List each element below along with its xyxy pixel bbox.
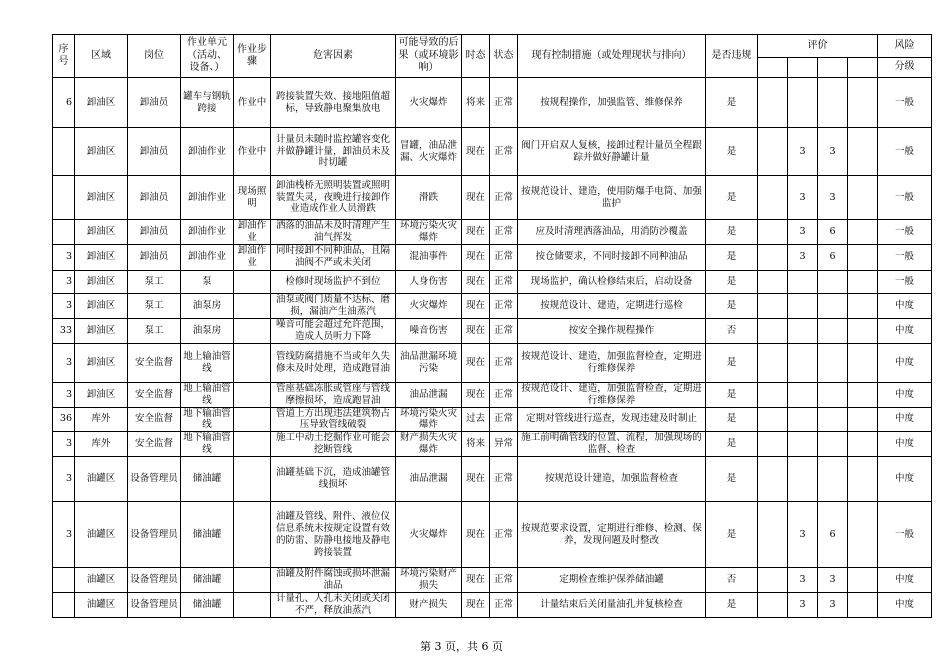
cell-hazard: 跨接装置失效、接地阻值超标，导致静电聚集放电 [271,78,396,128]
cell-post: 设备管理员 [128,568,181,593]
cell-eval-2: 3 [788,568,818,593]
cell-unit: 罐车与钢轨跨接 [181,78,234,128]
cell-no: 3 [53,270,75,293]
cell-eval-1 [758,502,788,568]
cell-eval-1 [758,382,788,407]
cell-unit: 地下输油管线 [181,432,234,457]
cell-eval-1 [758,270,788,293]
cell-level: 中度 [878,432,932,457]
cell-hazard: 检修时现场监护不到位 [271,270,396,293]
cell-measure: 应及时清理洒落油品，用消防沙覆盖 [518,220,706,245]
cell-eval-4 [848,318,878,343]
cell-eval-1 [758,220,788,245]
cell-state: 正常 [490,568,518,593]
cell-measure: 按规范设计、建造，加强监督检查，定期进行维修保养 [518,343,706,382]
cell-post: 设备管理员 [128,457,181,502]
cell-area: 库外 [75,432,128,457]
cell-violate: 是 [706,244,758,270]
cell-tense: 现在 [462,343,490,382]
cell-result: 滑跌 [396,176,462,220]
cell-tense: 现在 [462,568,490,593]
cell-result: 环境污染财产损失 [396,568,462,593]
cell-eval-2 [788,407,818,432]
cell-tense: 现在 [462,220,490,245]
cell-no [53,176,75,220]
cell-level: 一般 [878,176,932,220]
cell-hazard: 管道上方出现违法建筑物占压导致管线破裂 [271,407,396,432]
cell-no: 3 [53,293,75,318]
cell-result: 火灾爆炸 [396,293,462,318]
cell-area: 卸油区 [75,270,128,293]
cell-unit: 储油罐 [181,457,234,502]
cell-eval-3: 3 [818,593,848,618]
cell-result: 环境污染火灾爆炸 [396,220,462,245]
cell-area: 卸油区 [75,382,128,407]
cell-violate: 是 [706,407,758,432]
cell-area: 卸油区 [75,78,128,128]
table-row [53,593,932,618]
cell-eval-3: 6 [818,244,848,270]
cell-eval-3 [818,343,848,382]
cell-tense: 现在 [462,318,490,343]
cell-step [234,568,271,593]
cell-eval-4 [848,593,878,618]
cell-measure: 计量结束后关闭量油孔并复核检查 [518,593,706,618]
cell-eval-3 [818,432,848,457]
cell-eval-3: 3 [818,128,848,176]
cell-unit: 地下输油管线 [181,407,234,432]
table-row [53,568,932,593]
cell-violate: 是 [706,457,758,502]
cell-post: 设备管理员 [128,593,181,618]
header-row-1 [53,35,932,58]
cell-violate: 否 [706,568,758,593]
cell-eval-1 [758,318,788,343]
cell-violate: 是 [706,593,758,618]
table-row [53,457,932,502]
cell-eval-2 [788,293,818,318]
cell-hazard: 油泵或阀门质量不达标、磨损，漏油产生油蒸汽 [271,293,396,318]
cell-tense: 现在 [462,128,490,176]
col-header-eval: 评价 [758,35,878,58]
cell-post: 泵工 [128,318,181,343]
cell-eval-2 [788,270,818,293]
cell-state: 正常 [490,270,518,293]
cell-result: 混油事件 [396,244,462,270]
cell-area: 卸油区 [75,220,128,245]
cell-post: 设备管理员 [128,502,181,568]
cell-measure: 定期检查维护保养储油罐 [518,568,706,593]
cell-unit: 地上输油管线 [181,343,234,382]
cell-post: 安全监督 [128,407,181,432]
cell-tense: 现在 [462,502,490,568]
cell-violate: 是 [706,432,758,457]
cell-area: 卸油区 [75,318,128,343]
cell-eval-3 [818,78,848,128]
cell-step [234,343,271,382]
cell-eval-1 [758,432,788,457]
table-row [53,78,932,128]
cell-state: 正常 [490,593,518,618]
cell-measure: 按规范设计、建造，加强监督检查，定期进行维修保养 [518,382,706,407]
cell-no [53,128,75,176]
cell-no: 3 [53,502,75,568]
cell-eval-4 [848,176,878,220]
col-header-result: 可能导致的后果（或环境影响） [396,35,462,78]
page-indicator: 第 3 页，共 6 页 [420,640,503,653]
col-header-state: 状态 [490,35,518,78]
cell-post: 卸油员 [128,128,181,176]
cell-unit: 卸油作业 [181,244,234,270]
cell-post: 安全监督 [128,432,181,457]
cell-eval-1 [758,244,788,270]
cell-result: 火灾爆炸 [396,502,462,568]
table-row [53,343,932,382]
col-header-measure: 现有控制措施（或处理现状与排向） [518,35,706,78]
cell-level: 中度 [878,343,932,382]
cell-post: 卸油员 [128,244,181,270]
cell-hazard: 油罐及附件腐蚀或损坏泄漏油品 [271,568,396,593]
cell-level: 一般 [878,244,932,270]
cell-unit: 储油罐 [181,593,234,618]
cell-eval-3: 6 [818,502,848,568]
cell-tense: 过去 [462,407,490,432]
cell-hazard: 油罐基础下沉，造成油罐管线损坏 [271,457,396,502]
cell-post: 安全监督 [128,343,181,382]
cell-eval-3: 3 [818,568,848,593]
cell-eval-4 [848,343,878,382]
cell-level: 中度 [878,568,932,593]
cell-no: 6 [53,78,75,128]
cell-result: 油品泄漏 [396,382,462,407]
cell-unit: 卸油作业 [181,220,234,245]
cell-post: 卸油员 [128,220,181,245]
col-header-level: 分级 [878,58,932,78]
cell-state: 正常 [490,128,518,176]
cell-no [53,593,75,618]
cell-area: 卸油区 [75,244,128,270]
cell-eval-2: 3 [788,244,818,270]
cell-hazard: 洒落的油品未及时清理产生油气挥发 [271,220,396,245]
cell-hazard: 施工中动土挖掘作业可能会挖断管线 [271,432,396,457]
cell-area: 卸油区 [75,176,128,220]
cell-step [234,593,271,618]
col-header-risk: 风险 [878,35,932,58]
cell-level: 一般 [878,220,932,245]
cell-post: 安全监督 [128,382,181,407]
table-body [53,78,932,618]
table-row [53,432,932,457]
cell-measure: 现场监护，确认检修结束后，启动设备 [518,270,706,293]
cell-eval-1 [758,407,788,432]
cell-result: 油品泄漏环境污染 [396,343,462,382]
col-header-hazard: 危害因素 [271,35,396,78]
cell-no: 3 [53,432,75,457]
cell-tense: 现在 [462,457,490,502]
table-row [53,244,932,270]
cell-tense: 将来 [462,432,490,457]
cell-level: 中度 [878,382,932,407]
cell-no: 36 [53,407,75,432]
cell-unit: 油泵房 [181,318,234,343]
cell-eval-2: 3 [788,502,818,568]
cell-tense: 现在 [462,270,490,293]
cell-state: 异常 [490,432,518,457]
cell-eval-3 [818,270,848,293]
cell-violate: 是 [706,176,758,220]
cell-state: 正常 [490,244,518,270]
cell-measure: 定期对管线进行巡查，发现违建及时制止 [518,407,706,432]
cell-post: 卸油员 [128,176,181,220]
cell-violate: 是 [706,382,758,407]
cell-step: 作业中 [234,78,271,128]
cell-tense: 现在 [462,593,490,618]
cell-measure: 施工前明确管线的位置、流程，加强现场的监督、检查 [518,432,706,457]
cell-eval-4 [848,432,878,457]
table-row [53,318,932,343]
table-row [53,293,932,318]
cell-eval-1 [758,128,788,176]
cell-step [234,293,271,318]
cell-hazard: 同时接卸不同种油品，且隔油阀不严或未关闭 [271,244,396,270]
col-header-area: 区域 [75,35,128,78]
cell-no: 3 [53,343,75,382]
eval-subcell [818,58,848,78]
cell-state: 正常 [490,318,518,343]
cell-violate: 是 [706,293,758,318]
cell-tense: 现在 [462,176,490,220]
cell-unit: 卸油作业 [181,176,234,220]
cell-no [53,568,75,593]
cell-no [53,220,75,245]
cell-eval-3: 3 [818,176,848,220]
cell-violate: 是 [706,502,758,568]
cell-level: 一般 [878,128,932,176]
cell-eval-2: 3 [788,593,818,618]
cell-eval-4 [848,293,878,318]
cell-area: 油罐区 [75,457,128,502]
cell-eval-1 [758,593,788,618]
cell-area: 油罐区 [75,593,128,618]
cell-eval-1 [758,176,788,220]
cell-eval-2 [788,343,818,382]
cell-eval-1 [758,293,788,318]
cell-eval-2: 3 [788,176,818,220]
cell-state: 正常 [490,78,518,128]
cell-area: 油罐区 [75,568,128,593]
cell-no: 3 [53,382,75,407]
cell-tense: 现在 [462,382,490,407]
cell-eval-4 [848,502,878,568]
risk-assessment-sheet [52,34,932,618]
cell-measure: 按规范设计、建造，使用防爆手电筒、加强监护 [518,176,706,220]
table-row [53,407,932,432]
cell-state: 正常 [490,293,518,318]
cell-post: 卸油员 [128,78,181,128]
cell-eval-2 [788,78,818,128]
cell-post: 泵工 [128,293,181,318]
cell-result: 财产损失火灾爆炸 [396,432,462,457]
cell-measure: 按仓储要求，不同时接卸不同种油品 [518,244,706,270]
cell-result: 冒罐，油品泄漏、火灾爆炸 [396,128,462,176]
cell-eval-3 [818,382,848,407]
table-row [53,270,932,293]
cell-unit: 储油罐 [181,502,234,568]
cell-hazard: 噪音可能会超过允许范围，造成人员听力下降 [271,318,396,343]
table-row [53,382,932,407]
cell-eval-4 [848,244,878,270]
cell-level: 中度 [878,293,932,318]
cell-eval-4 [848,78,878,128]
cell-state: 正常 [490,407,518,432]
cell-area: 卸油区 [75,293,128,318]
cell-area: 油罐区 [75,502,128,568]
cell-step: 现场照明 [234,176,271,220]
cell-no: 3 [53,244,75,270]
cell-step [234,432,271,457]
cell-level: 一般 [878,270,932,293]
cell-eval-4 [848,568,878,593]
cell-state: 正常 [490,220,518,245]
table-row [53,220,932,245]
cell-eval-2 [788,457,818,502]
cell-measure: 阀门开启双人复核，接卸过程计量员全程跟踪并做好静罐计量 [518,128,706,176]
cell-eval-4 [848,382,878,407]
cell-eval-3 [818,318,848,343]
cell-result: 油品泄漏 [396,457,462,502]
cell-eval-1 [758,78,788,128]
col-header-post: 岗位 [128,35,181,78]
cell-unit: 储油罐 [181,568,234,593]
cell-eval-2 [788,382,818,407]
cell-result: 火灾爆炸 [396,78,462,128]
cell-area: 卸油区 [75,343,128,382]
cell-level: 中度 [878,457,932,502]
eval-subcell [848,58,878,78]
cell-unit: 卸油作业 [181,128,234,176]
cell-state: 正常 [490,343,518,382]
cell-step [234,318,271,343]
cell-measure: 按安全操作规程操作 [518,318,706,343]
cell-area: 卸油区 [75,128,128,176]
cell-post: 泵工 [128,270,181,293]
cell-step: 作业中 [234,128,271,176]
col-header-violate: 是否违规 [706,35,758,78]
cell-eval-4 [848,457,878,502]
cell-hazard: 管座基础冻胀或管座与管线摩擦损坏，造成跑冒油 [271,382,396,407]
cell-violate: 是 [706,128,758,176]
cell-unit: 地上输油管线 [181,382,234,407]
cell-tense: 将来 [462,78,490,128]
cell-eval-3 [818,293,848,318]
cell-level: 中度 [878,593,932,618]
table-row [53,176,932,220]
cell-level: 一般 [878,502,932,568]
cell-no: 3 [53,457,75,502]
cell-eval-1 [758,457,788,502]
cell-eval-3: 6 [818,220,848,245]
cell-eval-3 [818,407,848,432]
col-header-step: 作业步骤 [234,35,271,78]
cell-result: 财产损失 [396,593,462,618]
cell-hazard: 管线防腐措施不当或年久失修未及时处理，造成跑冒油 [271,343,396,382]
cell-eval-2 [788,432,818,457]
cell-result: 人身伤害 [396,270,462,293]
cell-hazard: 计量孔、人孔未关闭或关闭不严，释放油蒸汽 [271,593,396,618]
cell-area: 库外 [75,407,128,432]
cell-step [234,502,271,568]
cell-state: 正常 [490,176,518,220]
cell-level: 一般 [878,78,932,128]
eval-subcell [788,58,818,78]
cell-no: 33 [53,318,75,343]
cell-tense: 现在 [462,293,490,318]
hazard-table [52,34,932,618]
cell-step [234,457,271,502]
cell-step [234,382,271,407]
table-row [53,502,932,568]
cell-violate: 否 [706,318,758,343]
col-header-unit: 作业单元（活动、设备、） [181,35,234,78]
cell-eval-4 [848,220,878,245]
cell-step [234,407,271,432]
cell-state: 正常 [490,457,518,502]
cell-hazard: 油罐及管线、附件、液位仪信息系统未按规定设置有效的防雷、防静电接地及静电跨接装置 [271,502,396,568]
cell-tense: 现在 [462,244,490,270]
cell-result: 环境污染火灾爆炸 [396,407,462,432]
cell-eval-1 [758,343,788,382]
cell-eval-2 [788,318,818,343]
eval-subcell [758,58,788,78]
cell-violate: 是 [706,220,758,245]
cell-hazard: 计量员未随时监控罐容变化并做静罐计量，卸油员未及时切罐 [271,128,396,176]
cell-state: 正常 [490,382,518,407]
cell-step [234,270,271,293]
cell-step: 卸油作业 [234,244,271,270]
cell-violate: 是 [706,343,758,382]
col-header-no: 序号 [53,35,75,78]
cell-level: 中度 [878,318,932,343]
cell-measure: 按规范设计、建造，定期进行巡检 [518,293,706,318]
cell-eval-4 [848,128,878,176]
cell-measure: 按规范设计建造，加强监督检查 [518,457,706,502]
cell-eval-4 [848,407,878,432]
cell-measure: 按规范要求设置，定期进行维修、检测、保养，发现问题及时整改 [518,502,706,568]
cell-state: 正常 [490,502,518,568]
table-row [53,128,932,176]
cell-step: 卸油作业 [234,220,271,245]
cell-result: 噪音伤害 [396,318,462,343]
cell-level: 中度 [878,407,932,432]
cell-eval-2: 3 [788,220,818,245]
cell-eval-1 [758,568,788,593]
cell-measure: 按规程操作，加强监管、维修保养 [518,78,706,128]
col-header-tense: 时态 [462,35,490,78]
cell-violate: 是 [706,270,758,293]
cell-unit: 油泵房 [181,293,234,318]
cell-eval-2: 3 [788,128,818,176]
cell-violate: 是 [706,78,758,128]
cell-unit: 泵 [181,270,234,293]
cell-eval-4 [848,270,878,293]
cell-hazard: 卸油栈桥无照明装置或照明装置失灵，夜晚进行接卸作业造成作业人员滑跌 [271,176,396,220]
cell-eval-3 [818,457,848,502]
